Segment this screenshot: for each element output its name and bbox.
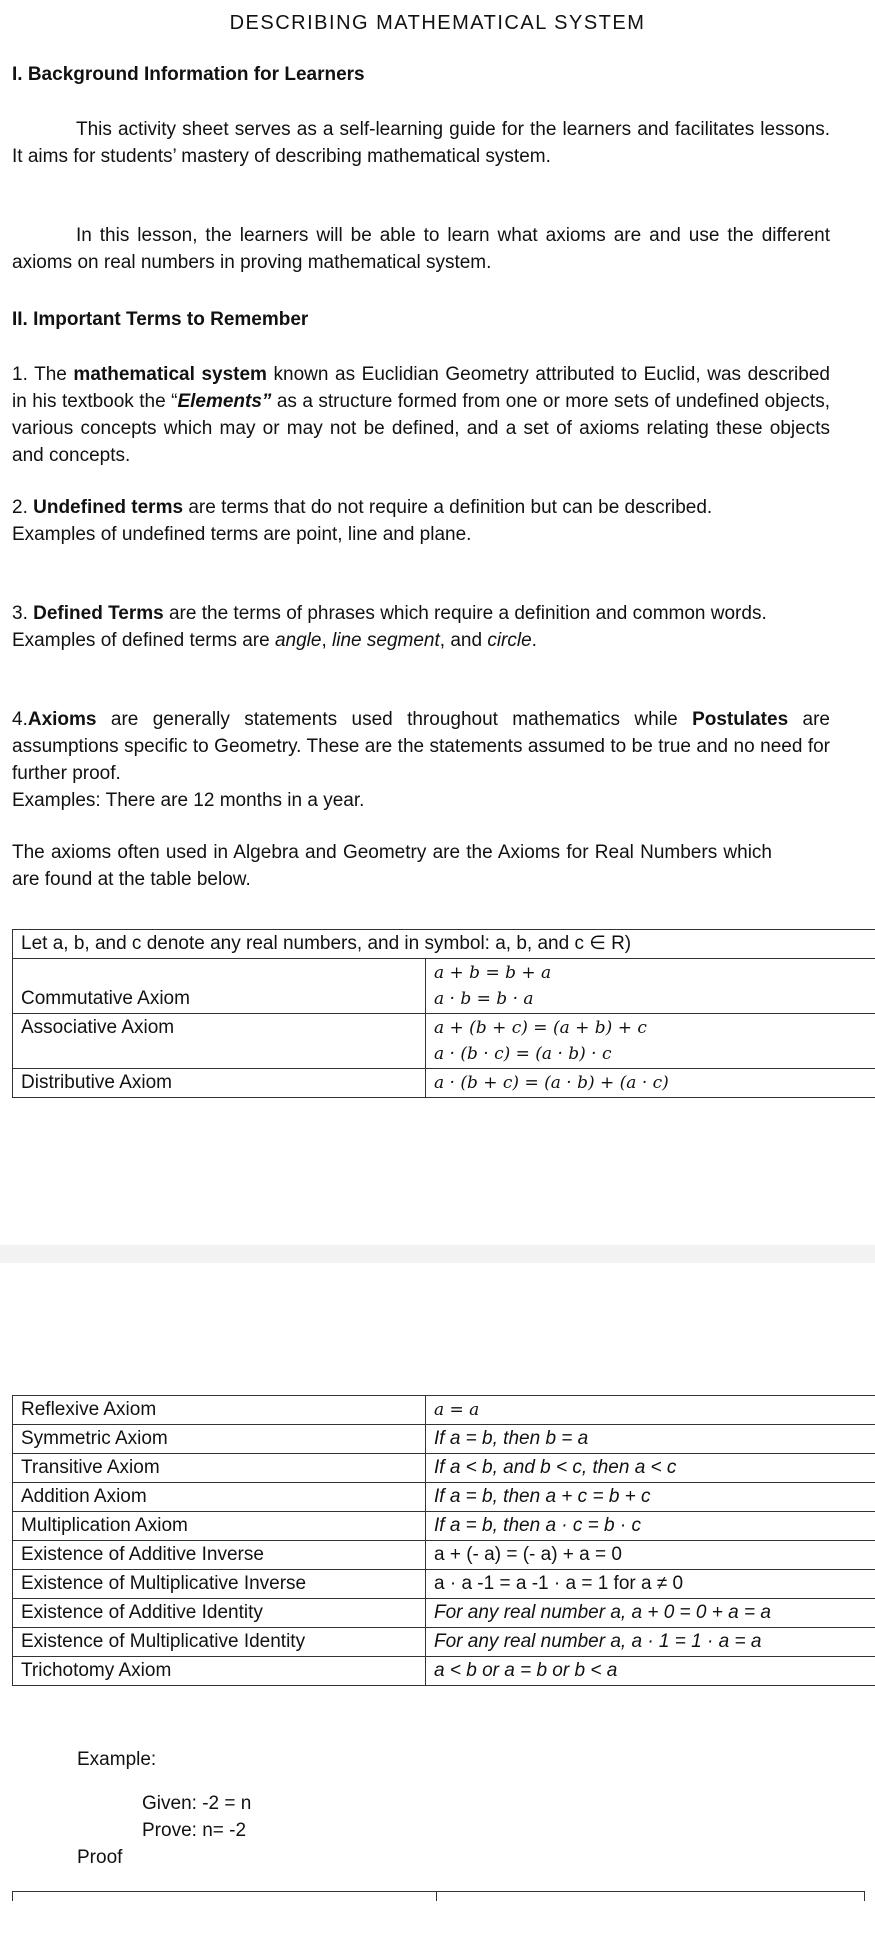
table-row [13, 1657, 875, 1686]
axioms-intro-paragraph: The axioms often used in Algebra and Geometry are the Axioms for Real Numbers which are found at the table below. [12, 842, 772, 890]
proof-table-top-border [12, 1891, 865, 1892]
term-4-paragraph: 4.Axioms are generally statements used throughout mathematics while Postulates are assumptions specific to Geometry. These are the statements assumed to be true and no need for further proof. Examples: There are 12 months in a year. [12, 709, 830, 811]
axiom-name: Existence of Additive Identity [13, 1599, 426, 1628]
axioms-table-2 [12, 1395, 875, 1686]
table-row [13, 1425, 875, 1454]
example-proof-label: Proof [77, 1847, 123, 1868]
section-1-paragraph-1: This activity sheet serves as a self-learning guide for the learners and facilitates lessons. It aims for students’ mastery of describing mathematical system. [12, 119, 830, 167]
page-break [0, 1245, 875, 1263]
table-row [13, 1014, 875, 1069]
table-row [13, 1454, 875, 1483]
section-2-heading: II. Important Terms to Remember [12, 309, 309, 330]
proof-table-right-border [864, 1891, 865, 1901]
axiom-formula: If a = b, then a · c = b · c [426, 1512, 875, 1541]
axiom-formula: a · a -1 = a -1 · a = 1 for a ≠ 0 [426, 1570, 875, 1599]
axioms-table-1 [12, 929, 875, 1098]
axiom-formula: a + b = b + a a · b = b · a [426, 959, 875, 1014]
axiom-formula: For any real number a, a · 1 = 1 · a = a [426, 1628, 875, 1657]
section-1-paragraph-2: In this lesson, the learners will be able to learn what axioms are and use the different axioms on real numbers in proving mathematical system. [12, 225, 830, 273]
axiom-formula: a + (b + c) = (a + b) + c a · (b · c) = (a · b) · c [426, 1014, 875, 1069]
axiom-name: Transitive Axiom [13, 1454, 426, 1483]
axiom-formula: If a < b, and b < c, then a < c [426, 1454, 875, 1483]
axiom-name: Multiplication Axiom [13, 1512, 426, 1541]
axiom-name: Symmetric Axiom [13, 1425, 426, 1454]
axiom-name: Addition Axiom [13, 1483, 426, 1512]
table-row [13, 1628, 875, 1657]
axiom-formula: a = a [426, 1396, 875, 1425]
term-2-paragraph: 2. Undefined terms are terms that do not require a definition but can be described. Examples of undefined terms are point, line and plane. [12, 497, 713, 545]
section-1-heading: I. Background Information for Learners [12, 64, 365, 85]
term-3-paragraph: 3. Defined Terms are the terms of phrases which require a definition and common words. Examples of defined terms are angle, line segment, and circle. [12, 603, 767, 651]
axiom-name: Reflexive Axiom [13, 1396, 426, 1425]
example-given: Given: -2 = n [142, 1793, 252, 1814]
table-row [13, 1599, 875, 1628]
axiom-name: Commutative Axiom [13, 959, 426, 1014]
proof-table-left-border [12, 1891, 13, 1901]
example-prove: Prove: n= -2 [142, 1820, 247, 1841]
example-label: Example: [77, 1749, 157, 1770]
axiom-name: Distributive Axiom [13, 1069, 426, 1098]
axiom-name: Trichotomy Axiom [13, 1657, 426, 1686]
table-row [13, 1069, 875, 1098]
table-row [13, 1512, 875, 1541]
axiom-formula: a + (- a) = (- a) + a = 0 [426, 1541, 875, 1570]
table-row [13, 1483, 875, 1512]
proof-table-divider [436, 1891, 437, 1901]
table-row [13, 959, 875, 1014]
axiom-name: Existence of Multiplicative Inverse [13, 1570, 426, 1599]
axiom-formula: If a = b, then a + c = b + c [426, 1483, 875, 1512]
axiom-name: Associative Axiom [13, 1014, 426, 1069]
table-header-row: Let a, b, and c denote any real numbers, and in symbol: a, b, and c ∈ R) [13, 930, 875, 959]
axiom-formula: If a = b, then b = a [426, 1425, 875, 1454]
page-title: DESCRIBING MATHEMATICAL SYSTEM [229, 12, 646, 34]
axiom-formula: For any real number a, a + 0 = 0 + a = a [426, 1599, 875, 1628]
axiom-name: Existence of Multiplicative Identity [13, 1628, 426, 1657]
term-1-paragraph: 1. The mathematical system known as Euclidian Geometry attributed to Euclid, was described in his textbook the “Elements” as a structure formed from one or more sets of undefined objects, various concepts which may or may not be defined, and a set of axioms relating these objects and concepts. [12, 364, 830, 466]
axiom-formula: a · (b + c) = (a · b) + (a · c) [426, 1069, 875, 1098]
table-row [13, 1541, 875, 1570]
table-row [13, 1570, 875, 1599]
axiom-formula: a < b or a = b or b < a [426, 1657, 875, 1686]
axiom-name: Existence of Additive Inverse [13, 1541, 426, 1570]
table-row [13, 1396, 875, 1425]
